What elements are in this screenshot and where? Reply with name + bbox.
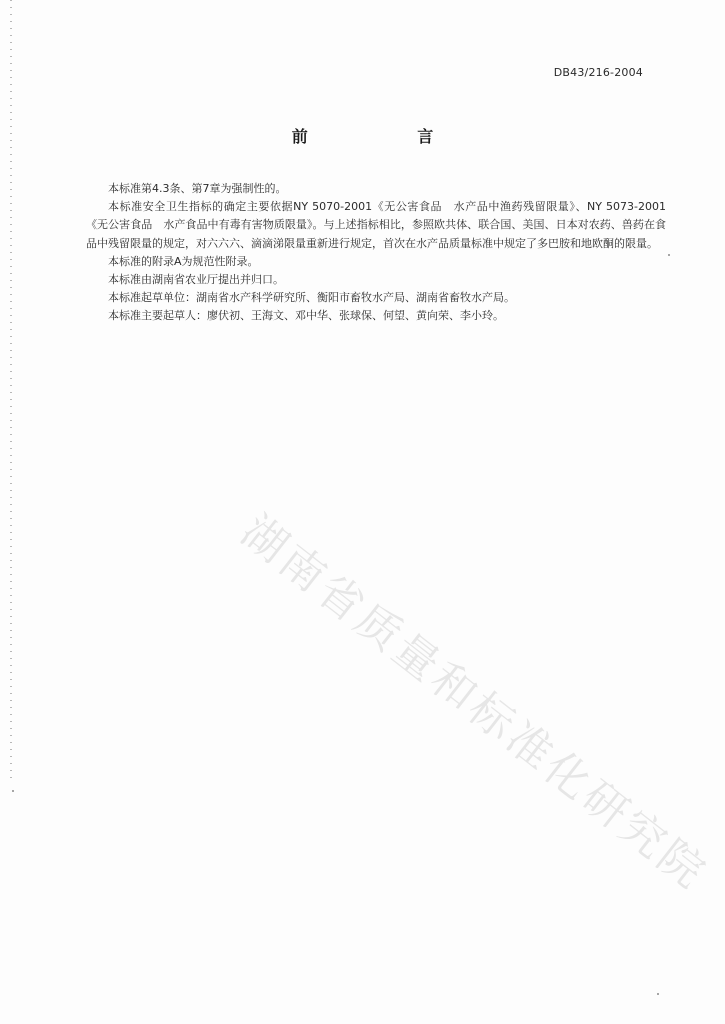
- paragraph-drafting-units: 本标准起草单位：湖南省水产科学研究所、衡阳市畜牧水产局、湖南省畜牧水产局。: [108, 291, 515, 305]
- foreword-body: [86, 180, 666, 326]
- paragraph-basis: 本标准安全卫生指标的确定主要依据NY 5070-2001《无公害食品 水产品中渔药残留限量》、NY 5073-2001《无公害食品 水产食品中有毒有害物质限量》。与上述指标相比，参照欧共体、联合国、美国、日本对农药、兽药在食品中残留限量的规定，对六六六、滴滴涕限量重新进行规定，首次在水产品质量标准中规定了多巴胺和地欧酮的限量。: [86, 200, 666, 250]
- paragraph-proposer: 本标准由湖南省农业厅提出并归口。: [108, 273, 284, 287]
- paragraph-mandatory-clauses: 本标准第4.3条、第7章为强制性的。: [108, 182, 287, 195]
- section-title: 前 言: [291, 127, 486, 146]
- scan-binding-edge: [10, 0, 12, 780]
- document-code: DB43/216-2004: [553, 66, 643, 79]
- paragraph-appendix: 本标准的附录A为规范性附录。: [108, 254, 259, 268]
- watermark: 湖南省质量和标准化研究院: [231, 505, 717, 901]
- scan-speck: [12, 790, 14, 792]
- scan-speck: [657, 993, 659, 995]
- paragraph-drafters: 本标准主要起草人：廖伏初、王海文、邓中华、张球保、何望、黄向荣、李小玲。: [108, 309, 504, 323]
- scan-speck: [668, 254, 670, 256]
